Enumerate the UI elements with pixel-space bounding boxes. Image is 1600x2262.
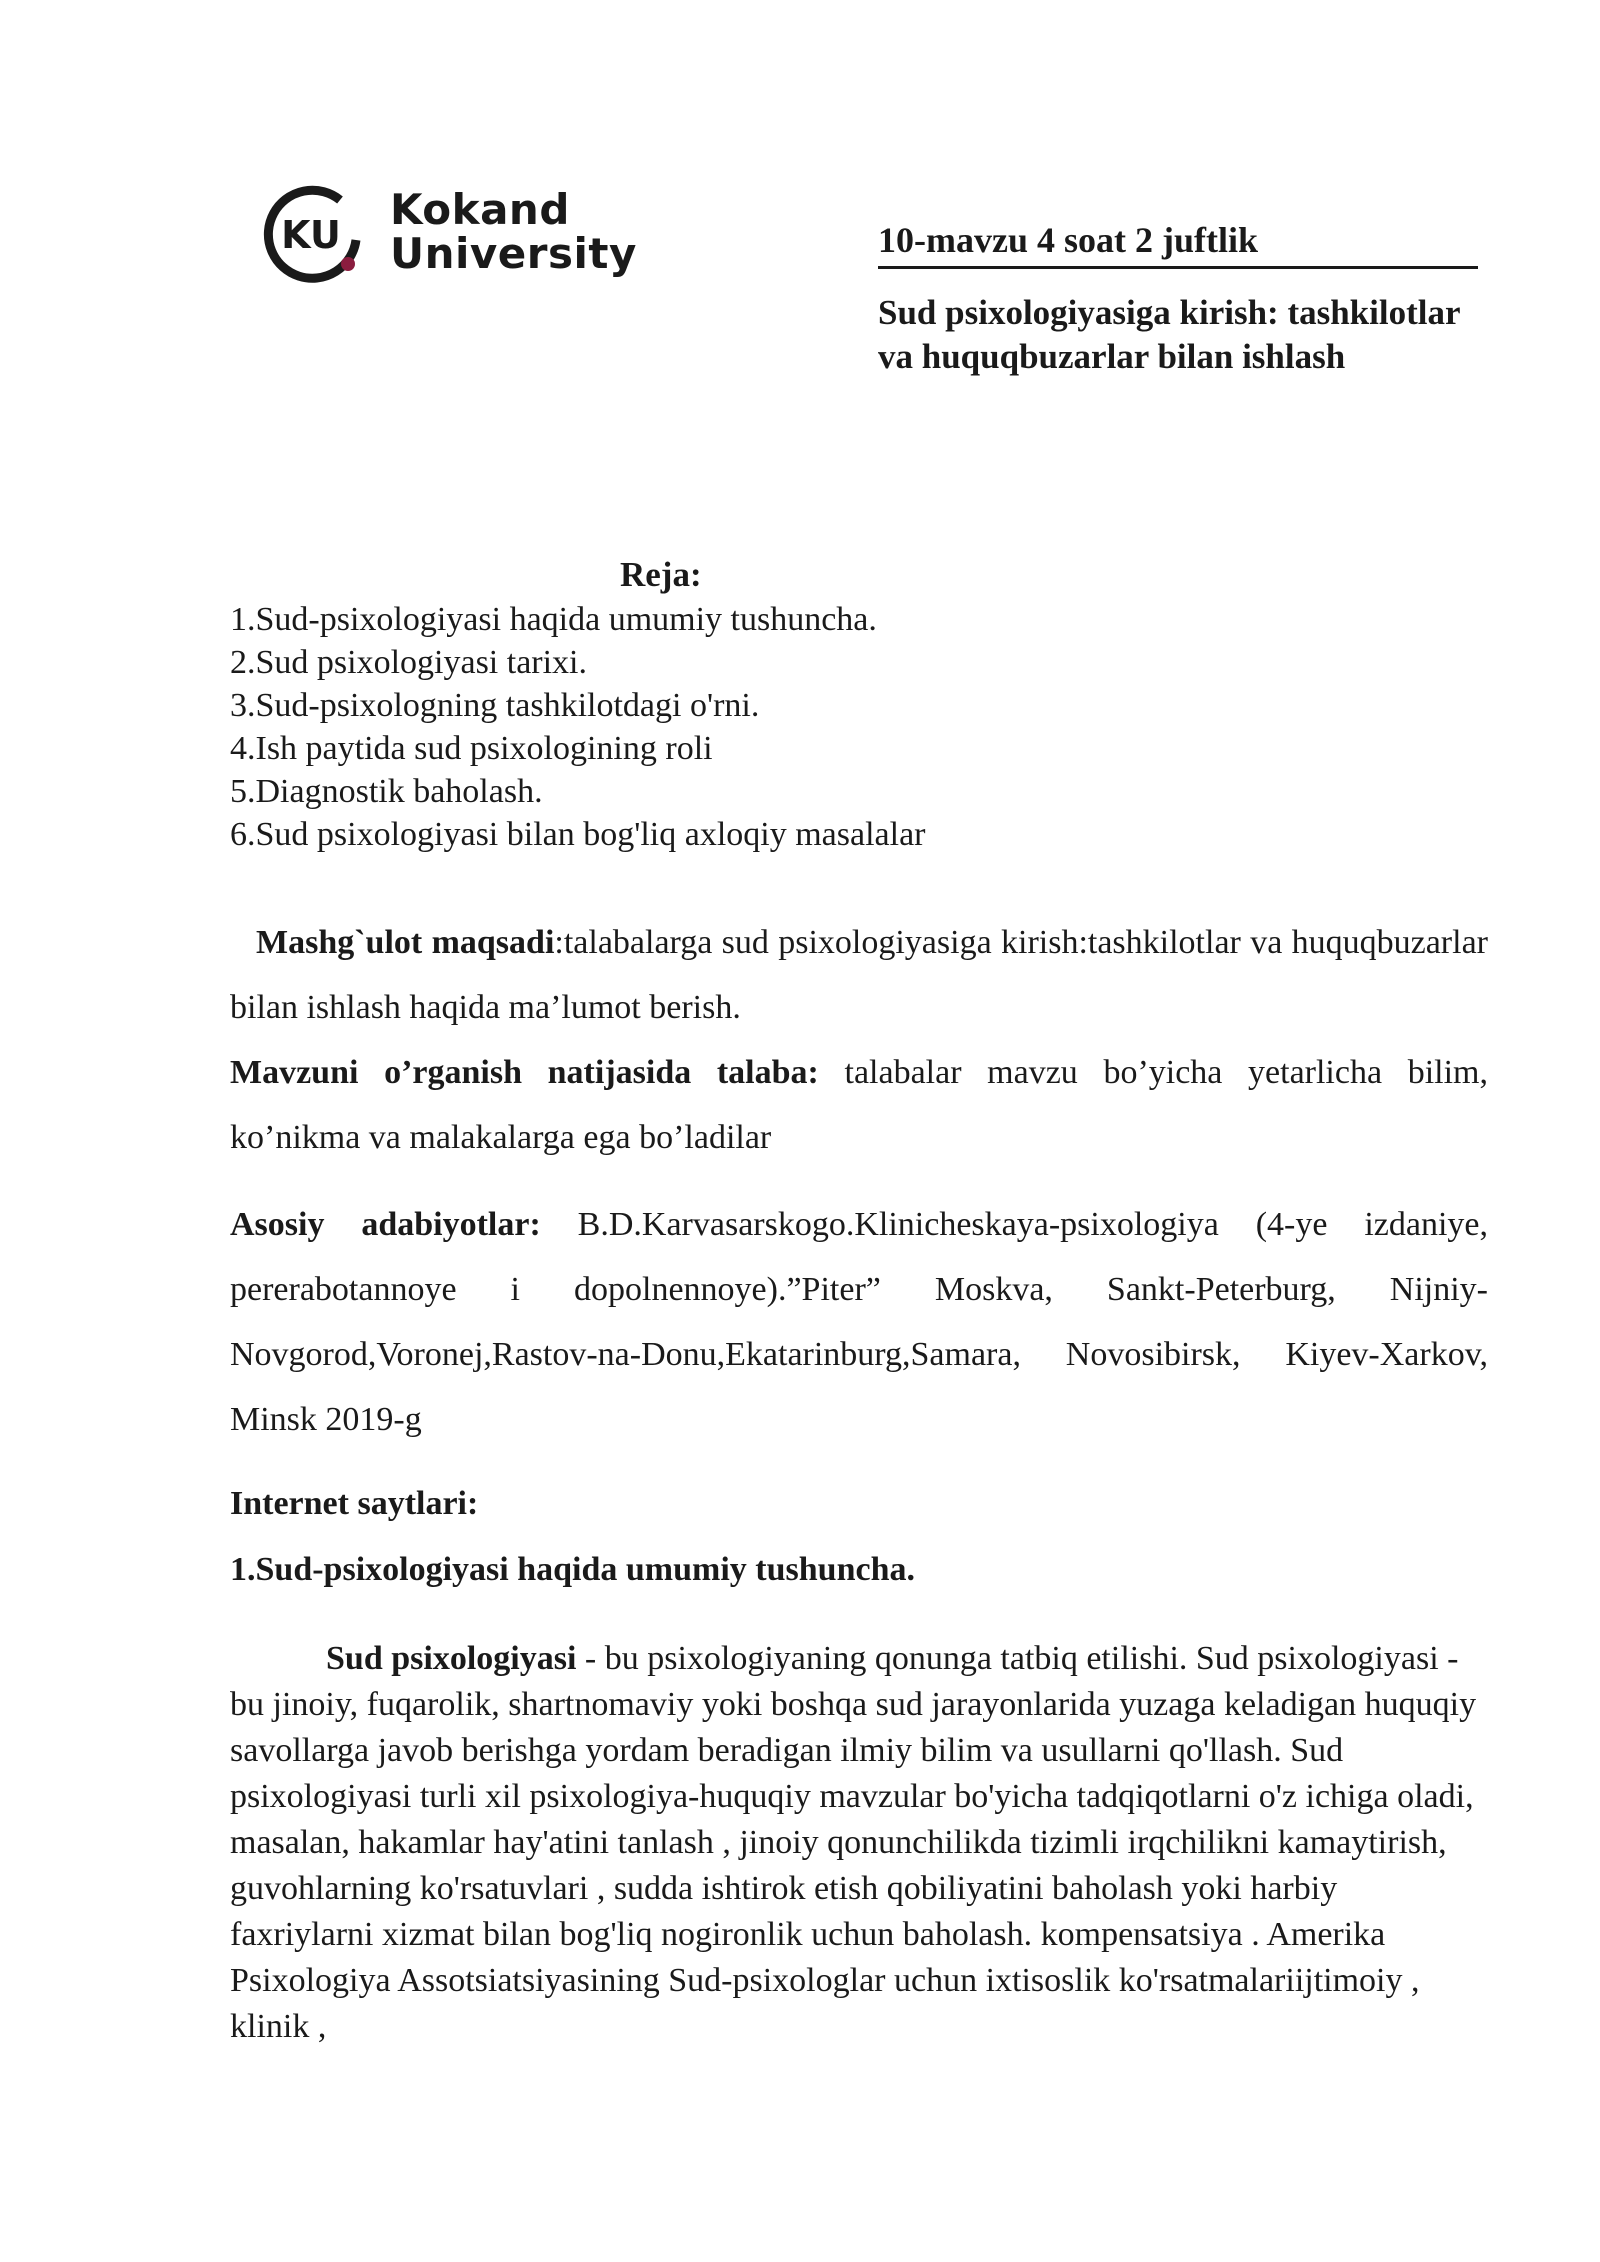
outcome-label: Mavzuni o’rganish natijasida talaba: (230, 1054, 819, 1091)
plan-item: 5.Diagnostik baholash. (230, 773, 543, 810)
section-body-text: - bu psixologiyaning qonunga tatbiq etilishi. Sud psixologiyasi - bu jinoiy, fuqarolik, shartnomaviy yoki boshqa sud jarayonlarida yuzaga keladigan huquqiy savollarga javob berishga yordam beradigan ilmiy bilim va usullarni qo'llash. Sud psixologiyasi turli xil psixologiya-huquqiy mavzular bo'yicha tadqiqotlarni o'z ichiga oladi, masalan, hakamlar hay'atini tanlash , jinoiy qonunchilikda tizimli irqchilikni kamaytirish, guvohlarning ko'rsatuvlari , sudda ishtirok etish qobiliyatini baholash yoki harbiy faxriylarni xizmat bilan bog'liq nogironlik uchun baholash. kompensatsiya . Amerika Psixologiya Assotsiatsiyasining Sud-psixologlar uchun ixtisoslik ko'rsatmalariijtimoiy , klinik , (230, 1640, 1477, 2045)
logo-line-2: University (390, 229, 637, 278)
logo-wordmark (390, 185, 637, 278)
outcome-text: talabalar mavzu bo’yicha yetarlicha bilim, ko’nikma va malakalarga ega bo’ladilar (230, 1054, 1488, 1156)
goal-label: Mashg`ulot maqsadi (256, 924, 555, 961)
goal-text: :talabalarga sud psixologiyasiga kirish:tashkilotlar va huquqbuzarlar bilan ishlash haqida ma’lumot berish. (230, 924, 1488, 1026)
plan-item: 6.Sud psixologiyasi bilan bog'liq axloqiy masalalar (230, 816, 926, 853)
plan-title: Reja: (620, 555, 702, 594)
literature-text: B.D.Karvasarskogo.Klinicheskaya-psixologiya (4-ye izdaniye, pererabotannoye i dopolnennoye).”Piter” Moskva, Sankt-Peterburg, Nijniy-Novgorod,Voronej,Rastov-na-Donu,Ekatarinburg,Samara, Novosibirsk, Kiyev-Xarkov, Minsk 2019-g (230, 1206, 1488, 1438)
section-heading: 1.Sud-psixologiyasi haqida umumiy tushuncha. (230, 1551, 915, 1588)
literature-label: Asosiy adabiyotlar: (230, 1206, 541, 1243)
plan-item: 2.Sud psixologiyasi tarixi. (230, 644, 587, 681)
plan-item: 3.Sud-psixologning tashkilotdagi o'rni. (230, 687, 760, 724)
ku-logo-icon (258, 178, 370, 290)
goal-paragraph (230, 910, 1488, 1040)
logo-line-1: Kokand (390, 185, 570, 234)
internet-heading: Internet saytlari: (230, 1485, 479, 1522)
section-lead: Sud psixologiyasi (326, 1640, 577, 1677)
logo-mark: KU (281, 213, 341, 257)
topic-header (878, 218, 1478, 379)
topic-title: Sud psixologiyasiga kirish: tashkilotlar va huquqbuzarlar bilan ishlash (878, 293, 1460, 376)
logo-accent-dot (341, 257, 355, 271)
plan-item: 1.Sud-psixologiyasi haqida umumiy tushuncha. (230, 601, 877, 638)
university-logo (258, 178, 638, 290)
outcome-paragraph (230, 1040, 1488, 1170)
plan-item: 4.Ish paytida sud psixologining roli (230, 730, 713, 767)
plan-list (230, 598, 926, 856)
section-body (230, 1636, 1488, 2050)
literature-paragraph (230, 1192, 1488, 1452)
topic-line: 10-mavzu 4 soat 2 juftlik (878, 218, 1478, 269)
